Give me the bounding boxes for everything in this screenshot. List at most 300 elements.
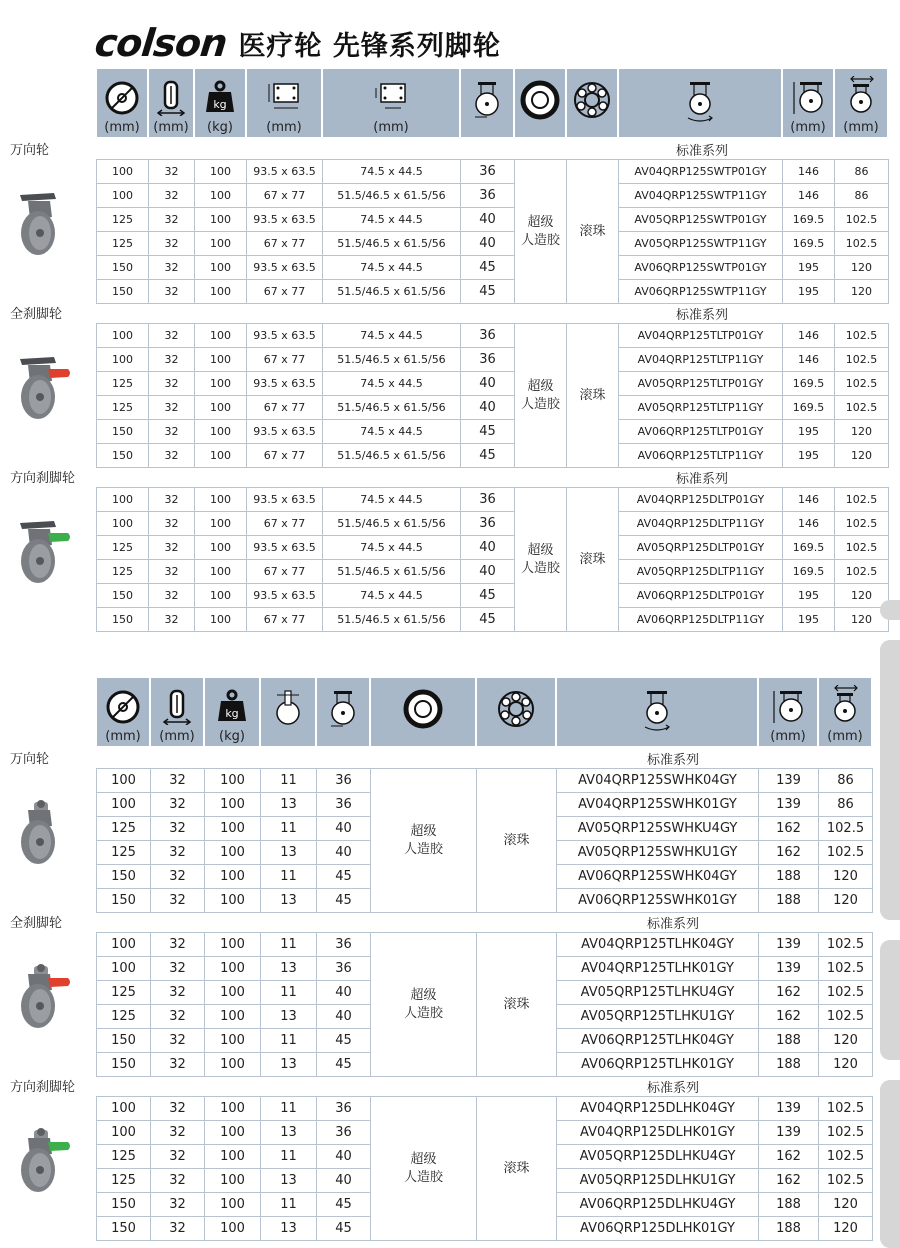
ball-bearing-icon	[496, 683, 536, 733]
table-cell: 51.5/46.5 x 61.5/56	[323, 512, 461, 536]
table-cell: 45	[317, 1217, 371, 1241]
table-cell: 100	[97, 184, 149, 208]
material-text: 超级	[527, 214, 554, 230]
table-cell: 150	[97, 889, 151, 913]
table-cell: 100	[205, 957, 261, 981]
table-cell: AV04QRP125DLHK04GY	[557, 1097, 759, 1121]
category-label: 万向轮	[10, 752, 50, 767]
table-cell: AV06QRP125SWHK01GY	[557, 889, 759, 913]
unit-label: (kg)	[207, 120, 233, 135]
table-cell: 120	[835, 256, 889, 280]
table-row	[97, 488, 889, 512]
table-cell: AV06QRP125TLHK01GY	[557, 1053, 759, 1077]
table-cell: 146	[783, 512, 835, 536]
table-cell: AV05QRP125DLTP01GY	[619, 536, 783, 560]
table-cell: 139	[759, 769, 819, 793]
table-cell: 11	[261, 769, 317, 793]
table-cell: 86	[819, 769, 873, 793]
material-text: 人造胶	[520, 560, 560, 576]
swivel-radius-icon	[843, 70, 879, 120]
table-cell: 51.5/46.5 x 61.5/56	[323, 232, 461, 256]
table-cell: 102.5	[819, 1005, 873, 1029]
material-text: 人造胶	[403, 1005, 443, 1021]
table-cell: 36	[317, 933, 371, 957]
table-cell: 169.5	[783, 396, 835, 420]
side-tab-decor	[880, 940, 900, 1060]
table-cell: 102.5	[835, 560, 889, 584]
table-cell: 100	[205, 1217, 261, 1241]
table-cell: 120	[819, 889, 873, 913]
table-cell: 102.5	[835, 324, 889, 348]
series-label: 标准系列	[646, 753, 699, 768]
table-cell: 32	[151, 841, 205, 865]
table-cell: 13	[261, 1121, 317, 1145]
table-cell: 102.5	[835, 372, 889, 396]
table-cell: 120	[819, 865, 873, 889]
table-cell: 45	[461, 256, 515, 280]
load-weight-icon	[216, 683, 248, 727]
table-cell: 93.5 x 63.5	[247, 488, 323, 512]
table-cell: 93.5 x 63.5	[247, 324, 323, 348]
table-cell: 100	[97, 160, 149, 184]
table-cell: 162	[759, 1145, 819, 1169]
table-cell: AV04QRP125TLTP01GY	[619, 324, 783, 348]
unit-label: (mm)	[159, 729, 195, 744]
table-cell: 102.5	[835, 232, 889, 256]
header-cell-stem-diameter	[260, 677, 316, 747]
table-cell: 100	[195, 232, 247, 256]
table-cell: AV04QRP125DLHK01GY	[557, 1121, 759, 1145]
table-cell: 32	[149, 324, 195, 348]
table-cell: 11	[261, 1029, 317, 1053]
unit-label: (mm)	[266, 120, 302, 135]
header-cell-bolt-hole-spacing	[322, 68, 460, 138]
overall-height-icon	[770, 683, 806, 729]
table-cell: 100	[195, 324, 247, 348]
wheel-diameter-icon	[104, 74, 140, 120]
table-cell: 100	[195, 488, 247, 512]
table-cell: 125	[97, 1145, 151, 1169]
table-cell: 45	[461, 280, 515, 304]
caster-image	[10, 515, 76, 591]
table-cell: 74.5 x 44.5	[323, 488, 461, 512]
table-cell: 150	[97, 280, 149, 304]
table-cell: 139	[759, 793, 819, 817]
table-cell: 45	[317, 1029, 371, 1053]
table-cell: 102.5	[835, 512, 889, 536]
table-cell: 102.5	[819, 1097, 873, 1121]
table-cell: AV06QRP125DLTP01GY	[619, 584, 783, 608]
table-cell: 40	[317, 817, 371, 841]
table-cell: AV05QRP125SWHKU1GY	[557, 841, 759, 865]
table-cell: AV06QRP125DLHK01GY	[557, 1217, 759, 1241]
stem-diameter-icon	[273, 683, 303, 733]
table-cell: 13	[261, 1005, 317, 1029]
table-cell: 93.5 x 63.5	[247, 536, 323, 560]
table-cell: 188	[759, 1053, 819, 1077]
table-cell: 74.5 x 44.5	[323, 420, 461, 444]
table-cell: 146	[783, 488, 835, 512]
table-cell: 67 x 77	[247, 560, 323, 584]
table-cell: 150	[97, 1029, 151, 1053]
tread-material-icon	[520, 74, 560, 124]
table-cell: 100	[195, 512, 247, 536]
table-cell: 32	[151, 1193, 205, 1217]
table-cell: AV06QRP125SWTP01GY	[619, 256, 783, 280]
title-text: 医疗轮 先锋系列脚轮	[238, 30, 501, 62]
series-label: 标准系列	[675, 144, 728, 159]
table-cell: 146	[783, 348, 835, 372]
table-cell: 100	[205, 1097, 261, 1121]
table-cell: AV05QRP125SWHKU4GY	[557, 817, 759, 841]
series-label: 标准系列	[646, 1081, 699, 1096]
table-cell: 139	[759, 1121, 819, 1145]
bearing-cell: 滚珠	[567, 160, 619, 304]
series-label: 标准系列	[646, 917, 699, 932]
table-cell: 74.5 x 44.5	[323, 324, 461, 348]
table-cell: 100	[97, 1097, 151, 1121]
material-text: 人造胶	[520, 232, 560, 248]
table-cell: 146	[783, 160, 835, 184]
side-tab-decor	[880, 1080, 900, 1248]
table-cell: 40	[461, 560, 515, 584]
offset-icon	[472, 74, 502, 124]
tread-material-cell	[515, 488, 567, 632]
bearing-cell: 滚珠	[477, 933, 557, 1077]
table-cell: 100	[205, 1145, 261, 1169]
table-cell: AV06QRP125TLTP11GY	[619, 444, 783, 468]
category-label: 全刹脚轮	[10, 307, 63, 322]
table-cell: 125	[97, 232, 149, 256]
table-cell: 162	[759, 981, 819, 1005]
header-cell-wheel-width	[148, 68, 194, 138]
table-cell: 51.5/46.5 x 61.5/56	[323, 396, 461, 420]
table-cell: 32	[149, 584, 195, 608]
table-row	[97, 324, 889, 348]
table-cell: AV04QRP125SWTP01GY	[619, 160, 783, 184]
table-cell: 67 x 77	[247, 512, 323, 536]
table-cell: 51.5/46.5 x 61.5/56	[323, 280, 461, 304]
table-cell: AV04QRP125SWTP11GY	[619, 184, 783, 208]
table-cell: AV06QRP125TLHK04GY	[557, 1029, 759, 1053]
table-cell: 13	[261, 841, 317, 865]
bearing-cell: 滚珠	[477, 1097, 557, 1241]
tread-material-icon	[403, 683, 443, 733]
table-cell: AV04QRP125SWHK01GY	[557, 793, 759, 817]
table-cell: 100	[97, 324, 149, 348]
category-label: 方向刹脚轮	[10, 1080, 76, 1095]
table-cell: 32	[151, 1145, 205, 1169]
table-row	[97, 536, 889, 560]
header-cell-offset	[460, 68, 514, 138]
table-cell: 125	[97, 372, 149, 396]
wheel-width-icon	[156, 74, 186, 120]
table-cell: 32	[149, 512, 195, 536]
table-cell: 51.5/46.5 x 61.5/56	[323, 608, 461, 632]
material-text: 人造胶	[403, 1169, 443, 1185]
table-cell: 13	[261, 1053, 317, 1077]
unit-label: (mm)	[104, 120, 140, 135]
material-text: 人造胶	[520, 396, 560, 412]
table-cell: 195	[783, 420, 835, 444]
table-cell: 195	[783, 280, 835, 304]
table-cell: AV04QRP125DLTP01GY	[619, 488, 783, 512]
table-cell: 169.5	[783, 208, 835, 232]
table-cell: 32	[151, 933, 205, 957]
header-cell-ball-bearing	[566, 68, 618, 138]
table-cell: 150	[97, 256, 149, 280]
spec-table	[96, 323, 889, 468]
table-cell: 40	[461, 208, 515, 232]
svg-text:kg: kg	[213, 98, 227, 111]
table-cell: 67 x 77	[247, 184, 323, 208]
table-cell: 40	[317, 1145, 371, 1169]
table-cell: AV06QRP125DLHKU4GY	[557, 1193, 759, 1217]
table-cell: 36	[317, 957, 371, 981]
table-cell: 120	[835, 584, 889, 608]
table-cell: 13	[261, 889, 317, 913]
table-cell: 125	[97, 841, 151, 865]
table-cell: 102.5	[835, 208, 889, 232]
table-cell: 32	[151, 889, 205, 913]
unit-label: (kg)	[219, 729, 245, 744]
table-cell: 32	[151, 817, 205, 841]
table-cell: 40	[461, 232, 515, 256]
table-cell: 125	[97, 396, 149, 420]
offset-icon	[328, 683, 358, 733]
header-cell-overall-height	[758, 677, 818, 747]
table-cell: AV04QRP125TLTP11GY	[619, 348, 783, 372]
table-cell: 32	[149, 160, 195, 184]
table-cell: AV05QRP125TLHKU1GY	[557, 1005, 759, 1029]
tread-material-cell	[371, 933, 477, 1077]
side-tab-decor	[880, 600, 900, 620]
table-cell: AV05QRP125SWTP01GY	[619, 208, 783, 232]
table-cell: 40	[317, 1005, 371, 1029]
table-row	[97, 160, 889, 184]
table-cell: 36	[317, 1121, 371, 1145]
table-cell: 162	[759, 841, 819, 865]
material-text: 超级	[527, 542, 554, 558]
table-cell: 102.5	[819, 841, 873, 865]
table-cell: 169.5	[783, 232, 835, 256]
table-cell: 100	[195, 608, 247, 632]
caster-image	[10, 796, 76, 872]
table-cell: 93.5 x 63.5	[247, 584, 323, 608]
table-cell: 45	[317, 865, 371, 889]
table-row	[97, 512, 889, 536]
table-cell: 100	[205, 793, 261, 817]
table-cell: 162	[759, 1005, 819, 1029]
table-cell: 100	[97, 933, 151, 957]
header-cell-wheel-diameter	[96, 677, 150, 747]
table-cell: 51.5/46.5 x 61.5/56	[323, 444, 461, 468]
table-cell: 150	[97, 865, 151, 889]
table-cell: 102.5	[819, 1169, 873, 1193]
table-cell: 67 x 77	[247, 608, 323, 632]
table-cell: 120	[819, 1029, 873, 1053]
table-row	[97, 256, 889, 280]
table-cell: 13	[261, 793, 317, 817]
spec-table	[96, 1096, 873, 1241]
material-text: 超级	[410, 1151, 437, 1167]
header-cell-overall-height	[782, 68, 834, 138]
table-cell: 32	[151, 865, 205, 889]
table-cell: 32	[151, 1097, 205, 1121]
table-cell: 100	[97, 957, 151, 981]
category-label: 全刹脚轮	[10, 916, 63, 931]
table-cell: 150	[97, 584, 149, 608]
table-cell: AV06QRP125DLTP11GY	[619, 608, 783, 632]
caster-image	[10, 960, 76, 1036]
table-cell: AV05QRP125DLTP11GY	[619, 560, 783, 584]
table-cell: 32	[149, 488, 195, 512]
header-cell-swivel-radius	[834, 68, 888, 138]
wheel-diameter-icon	[105, 683, 141, 729]
table-row	[97, 208, 889, 232]
table-cell: 36	[461, 348, 515, 372]
table-cell: 86	[835, 184, 889, 208]
table-cell: AV06QRP125TLTP01GY	[619, 420, 783, 444]
material-text: 超级	[410, 987, 437, 1003]
unit-label: (mm)	[827, 729, 863, 744]
table-cell: 93.5 x 63.5	[247, 372, 323, 396]
table-cell: 100	[195, 280, 247, 304]
table-cell: 100	[195, 184, 247, 208]
table-cell: 188	[759, 889, 819, 913]
table-row	[97, 584, 889, 608]
table-cell: 125	[97, 817, 151, 841]
table-cell: 11	[261, 817, 317, 841]
table-cell: AV04QRP125DLTP11GY	[619, 512, 783, 536]
table-cell: 169.5	[783, 536, 835, 560]
table-row	[97, 396, 889, 420]
table-cell: 195	[783, 256, 835, 280]
table-cell: 102.5	[835, 348, 889, 372]
table-cell: 195	[783, 444, 835, 468]
table-cell: 125	[97, 536, 149, 560]
table-cell: 102.5	[835, 488, 889, 512]
table-cell: 74.5 x 44.5	[323, 160, 461, 184]
table-cell: 45	[461, 420, 515, 444]
header-cell-load-weight	[194, 68, 246, 138]
top-plate-size-icon	[264, 74, 304, 116]
table-cell: 100	[195, 420, 247, 444]
spec-table	[96, 768, 873, 913]
spec-table	[96, 932, 873, 1077]
table-cell: 139	[759, 1097, 819, 1121]
table-cell: 67 x 77	[247, 348, 323, 372]
table-row	[97, 444, 889, 468]
table-cell: 32	[151, 1005, 205, 1029]
table-cell: 93.5 x 63.5	[247, 160, 323, 184]
table-cell: 32	[149, 232, 195, 256]
table-cell: 36	[461, 512, 515, 536]
table-cell: 32	[149, 536, 195, 560]
table-cell: 150	[97, 420, 149, 444]
header-cell-ball-bearing	[476, 677, 556, 747]
table-cell: 36	[317, 1097, 371, 1121]
table-cell: 162	[759, 1169, 819, 1193]
table-row	[97, 560, 889, 584]
table-cell: 40	[317, 1169, 371, 1193]
tread-material-cell	[515, 160, 567, 304]
table-cell: 169.5	[783, 560, 835, 584]
table-cell: 40	[461, 372, 515, 396]
table-cell: 32	[151, 957, 205, 981]
table-cell: 102.5	[819, 957, 873, 981]
table-cell: 188	[759, 1029, 819, 1053]
table-cell: 150	[97, 1217, 151, 1241]
table-cell: 100	[205, 981, 261, 1005]
tread-material-cell	[371, 769, 477, 913]
table-cell: 36	[461, 160, 515, 184]
table-cell: 120	[819, 1217, 873, 1241]
swivel-caster-icon	[682, 74, 718, 128]
table-cell: 36	[317, 769, 371, 793]
header-cell-tread-material	[370, 677, 476, 747]
table-cell: 51.5/46.5 x 61.5/56	[323, 560, 461, 584]
table-cell: 100	[205, 1029, 261, 1053]
header-cell-swivel-radius	[818, 677, 872, 747]
table-cell: 100	[97, 512, 149, 536]
table-cell: 125	[97, 1169, 151, 1193]
header-cell-swivel-caster	[556, 677, 758, 747]
table-cell: 102.5	[819, 933, 873, 957]
table-cell: 32	[151, 1121, 205, 1145]
caster-image	[10, 351, 76, 427]
ball-bearing-icon	[572, 74, 612, 124]
series-label: 标准系列	[675, 472, 728, 487]
table-cell: 11	[261, 981, 317, 1005]
table-cell: AV05QRP125DLHKU1GY	[557, 1169, 759, 1193]
unit-label: (mm)	[770, 729, 806, 744]
table-cell: 120	[819, 1193, 873, 1217]
table-cell: 120	[819, 1053, 873, 1077]
table-cell: 67 x 77	[247, 280, 323, 304]
material-text: 人造胶	[403, 841, 443, 857]
table-cell: 74.5 x 44.5	[323, 536, 461, 560]
swivel-caster-icon	[639, 683, 675, 737]
table-cell: 125	[97, 1005, 151, 1029]
table-cell: 45	[461, 584, 515, 608]
side-tab-decor	[880, 640, 900, 920]
table-cell: 100	[195, 208, 247, 232]
table-cell: 146	[783, 324, 835, 348]
table-cell: 32	[149, 256, 195, 280]
table-cell: 100	[205, 1121, 261, 1145]
table-cell: 32	[149, 420, 195, 444]
swivel-radius-icon	[827, 679, 863, 729]
table-cell: 45	[317, 889, 371, 913]
table-cell: 100	[205, 1005, 261, 1029]
header-cell-offset	[316, 677, 370, 747]
table-cell: 188	[759, 1193, 819, 1217]
table-cell: 100	[195, 560, 247, 584]
table-cell: 45	[317, 1193, 371, 1217]
header-cell-tread-material	[514, 68, 566, 138]
table-cell: 169.5	[783, 372, 835, 396]
table-row	[97, 608, 889, 632]
table-cell: 74.5 x 44.5	[323, 372, 461, 396]
caster-image	[10, 187, 76, 263]
table-cell: 120	[835, 444, 889, 468]
table-cell: 86	[835, 160, 889, 184]
table-cell: 32	[149, 280, 195, 304]
unit-label: (mm)	[105, 729, 141, 744]
table-cell: 13	[261, 1217, 317, 1241]
table-row	[97, 1097, 873, 1121]
